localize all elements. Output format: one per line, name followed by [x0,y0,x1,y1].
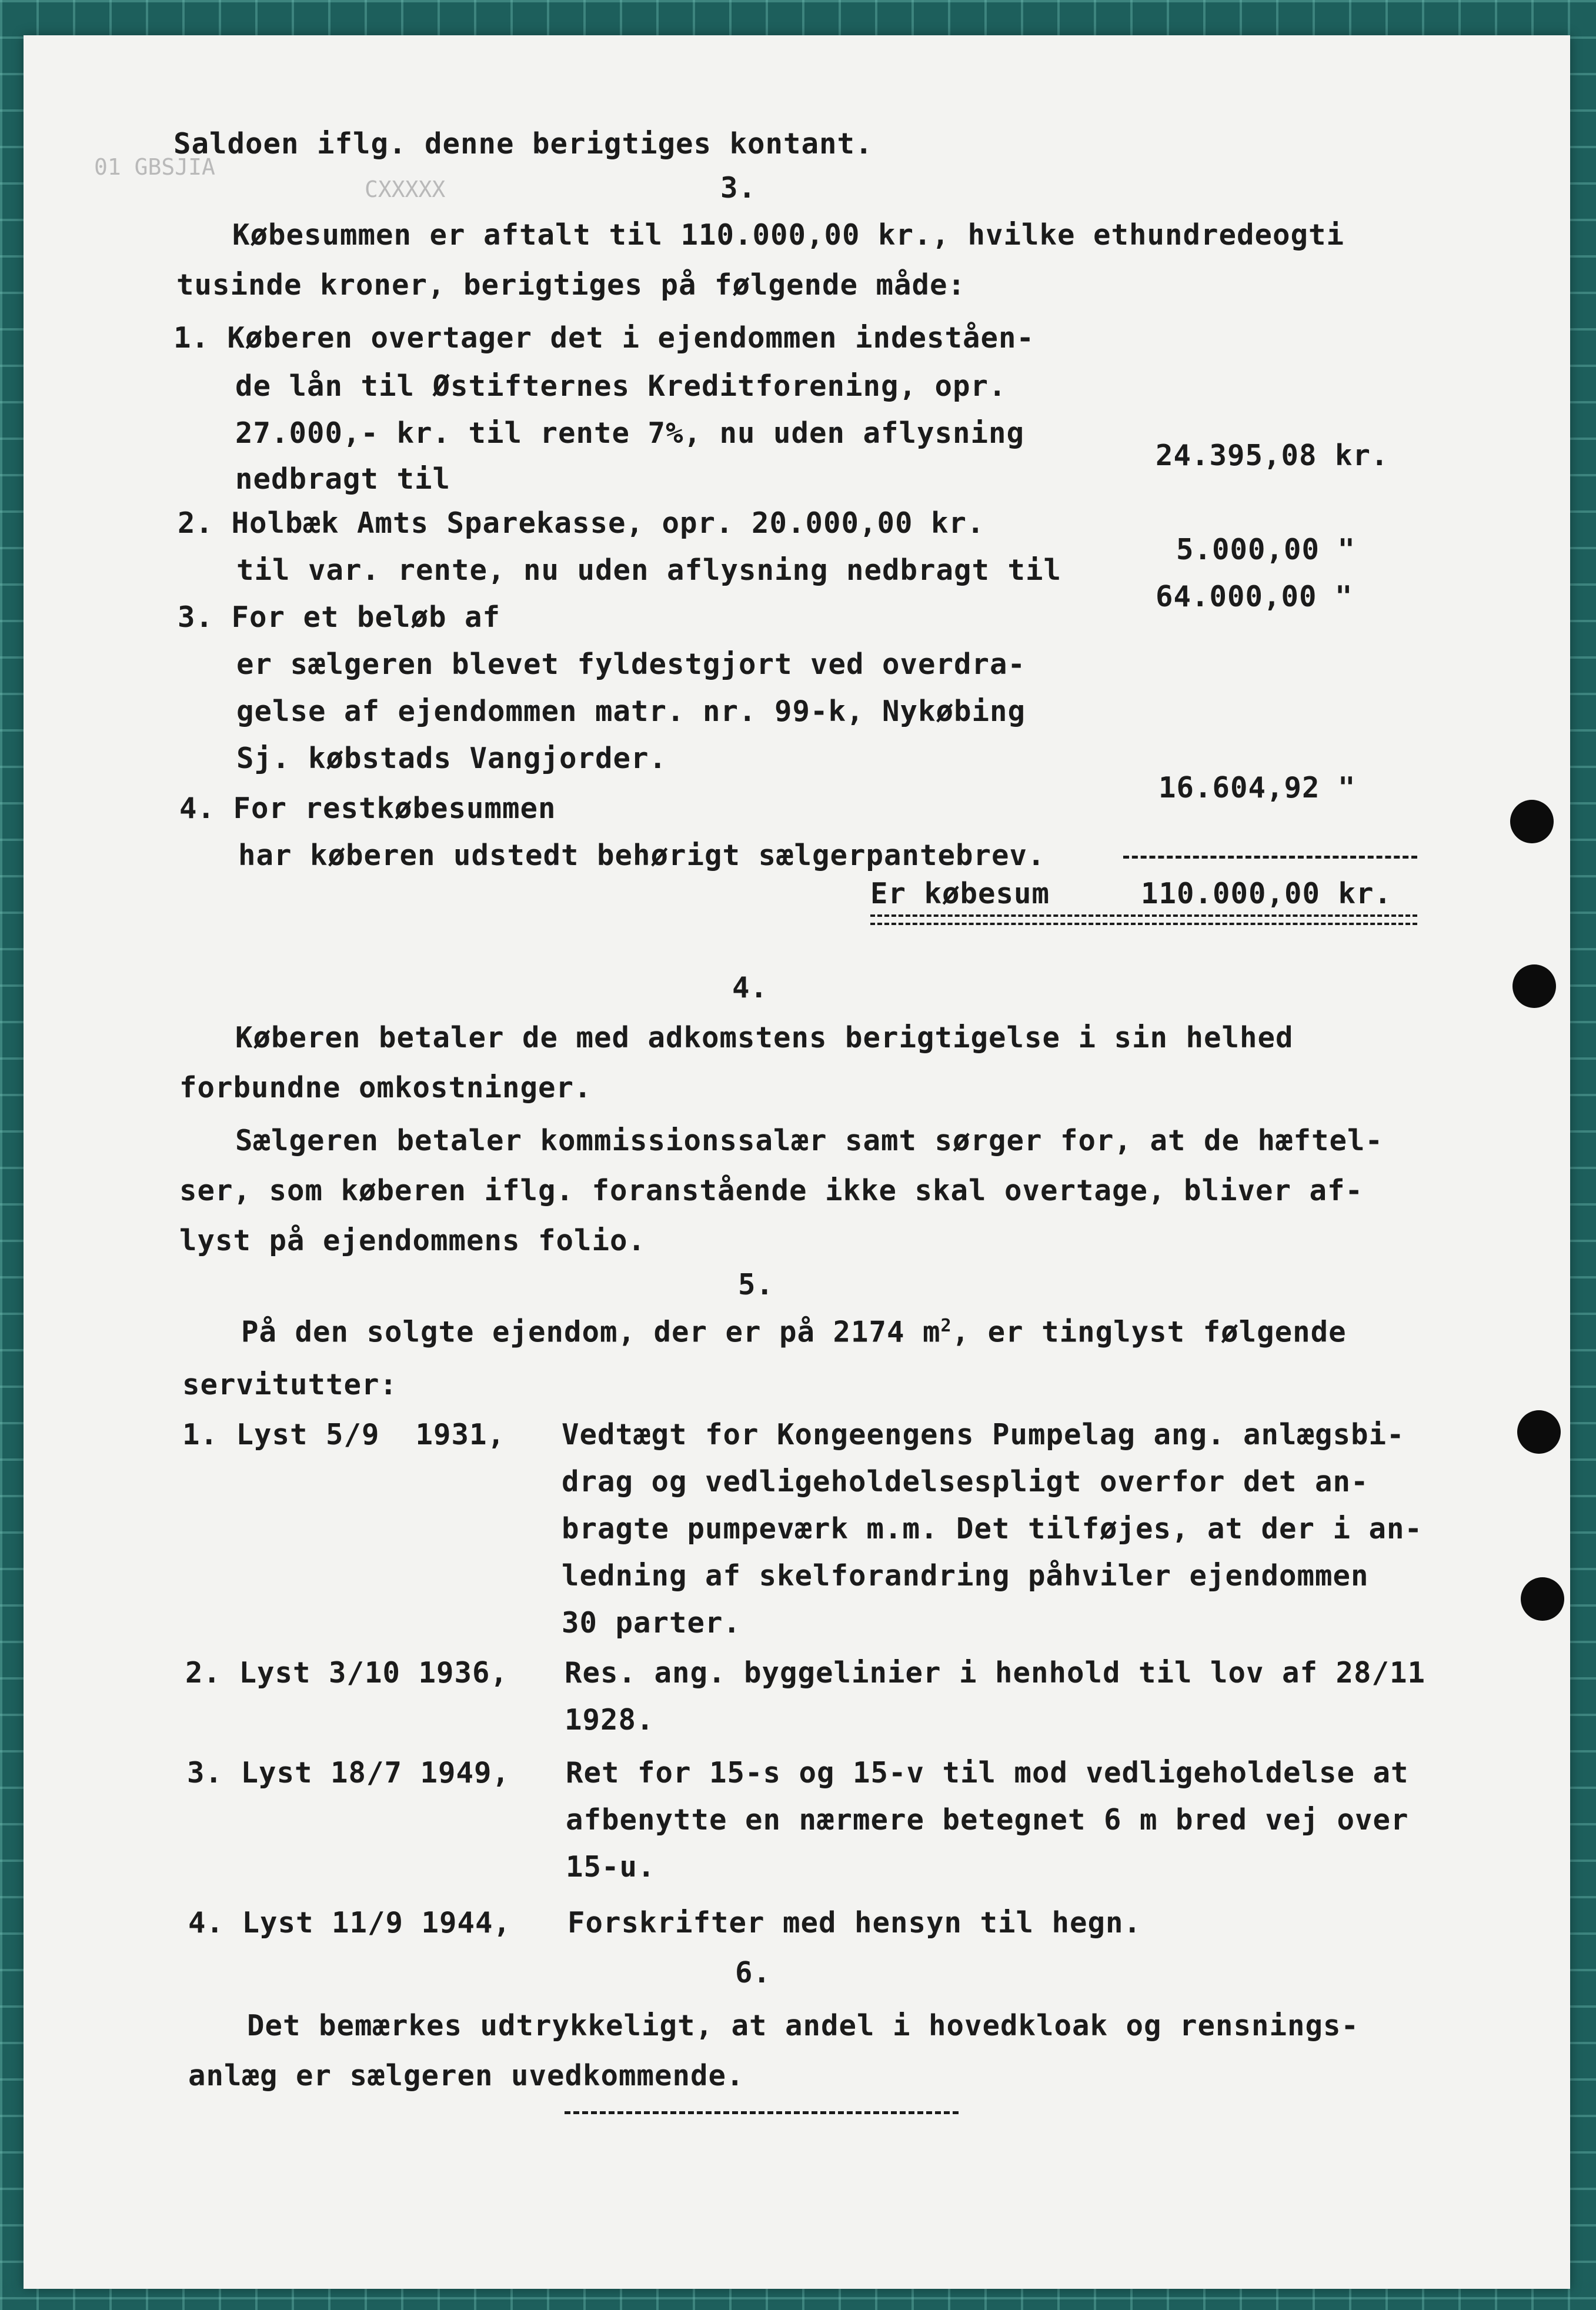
section-4-line-2: forbundne omkostninger. [179,1071,592,1104]
section-3-intro-1: Købesummen er aftalt til 110.000,00 kr., hvilke ethundredeogti [232,218,1345,252]
item-1-line-4: nedbragt til [235,462,451,496]
easement-1-line-2: drag og vedligeholdelsespligt overfor det an- [562,1465,1369,1498]
sum-rule [1123,856,1417,859]
easement-1-line-4: ledning af skelforandring påhviler ejendommen [562,1559,1369,1593]
item-3-line-1: 3. For et beløb af [178,600,501,634]
item-2-line-2: til var. rente, nu uden aflysning nedbragt til [236,553,1062,587]
section-6-line-2: anlæg er sælgeren uvedkommende. [188,2059,744,2092]
section-6-number: 6. [735,1956,772,1989]
easement-1-line-5: 30 parter. [562,1606,742,1640]
section-5-number: 5. [738,1268,774,1301]
section-4-line-4: ser, som køberen iflg. foranstående ikke skal overtage, bliver af- [179,1174,1364,1207]
easement-3-line-2: afbenytte en nærmere betegnet 6 m bred vej over [566,1803,1409,1837]
easement-4-line-1: Forskrifter med hensyn til hegn. [567,1906,1142,1940]
item-1-amount: 24.395,08 kr. [1156,439,1389,472]
item-2-line-1: 2. Holbæk Amts Sparekasse, opr. 20.000,00 kr. [178,506,985,540]
section-5-line-1: På den solgte ejendom, der er på 2174 $m^2$, er tinglyst følgende [241,1315,1347,1349]
easement-3-registered: 3. Lyst 18/7 1949, [187,1756,510,1790]
easement-3-line-1: Ret for 15-s og 15-v til mod vedligeholdelse at [566,1756,1409,1790]
section-4-number: 4. [732,971,769,1004]
total-amount: 110.000,00 kr. [1141,877,1393,910]
opening-line: Saldoen iflg. denne berigtiges kontant. [173,127,873,161]
punch-hole-2 [1512,964,1556,1008]
item-2-amount: 5.000,00 " [1176,533,1356,566]
item-4-line-1: 4. For restkøbesummen [179,792,556,825]
faint-header-left: 01 GBSJIA [94,154,215,180]
item-4-line-2: har køberen udstedt behørigt sælgerpantebrev. [238,839,1046,872]
easement-3-line-3: 15-u. [566,1850,656,1884]
closing-rule [565,2111,959,2114]
total-label: Er købesum [870,877,1050,910]
item-4-amount: 16.604,92 " [1158,771,1356,805]
section-5-line-2: servitutter: [182,1368,398,1401]
punch-hole-3 [1517,1410,1561,1454]
easement-1-line-3: bragte pumpeværk m.m. Det tilføjes, at der i an- [562,1512,1423,1545]
item-1-line-2: de lån til Østifternes Kreditforening, opr. [235,369,1007,403]
section-3-intro-2: tusinde kroner, berigtiges på følgende måde: [176,268,966,302]
document-page [24,35,1570,2289]
item-3-amount: 64.000,00 " [1156,580,1353,613]
section-4-line-3: Sælgeren betaler kommissionssalær samt sørger for, at de hæftel- [235,1124,1384,1157]
easement-1-line-1: Vedtægt for Kongeengens Pumpelag ang. anlægsbi- [562,1418,1405,1451]
faint-header-middle: CXXXXX [365,176,446,202]
section-4-line-5: lyst på ejendommens folio. [179,1224,646,1257]
item-3-line-3: gelse af ejendommen matr. nr. 99-k, Nykøbing [236,695,1026,728]
easement-2-line-2: 1928. [565,1703,655,1737]
section-3-number: 3. [720,171,757,205]
item-3-line-4: Sj. købstads Vangjorder. [236,742,667,775]
section-4-line-1: Køberen betaler de med adkomstens berigtigelse i sin helhed [235,1021,1294,1054]
section-6-line-1: Det bemærkes udtrykkeligt, at andel i hovedkloak og rensnings- [247,2009,1360,2042]
punch-hole-4 [1521,1577,1564,1621]
total-double-rule [870,914,1417,925]
easement-2-line-1: Res. ang. byggelinier i henhold til lov af 28/11 [565,1656,1426,1690]
easement-4-registered: 4. Lyst 11/9 1944, [188,1906,512,1940]
item-1-line-1: 1. Køberen overtager det i ejendommen indeståen- [173,321,1035,355]
easement-1-registered: 1. Lyst 5/9 1931, [182,1418,506,1451]
item-1-line-3: 27.000,- kr. til rente 7%, nu uden aflysning [235,416,1025,450]
punch-hole-1 [1510,800,1554,843]
item-3-line-2: er sælgeren blevet fyldestgjort ved overdra- [236,647,1026,681]
easement-2-registered: 2. Lyst 3/10 1936, [185,1656,509,1690]
